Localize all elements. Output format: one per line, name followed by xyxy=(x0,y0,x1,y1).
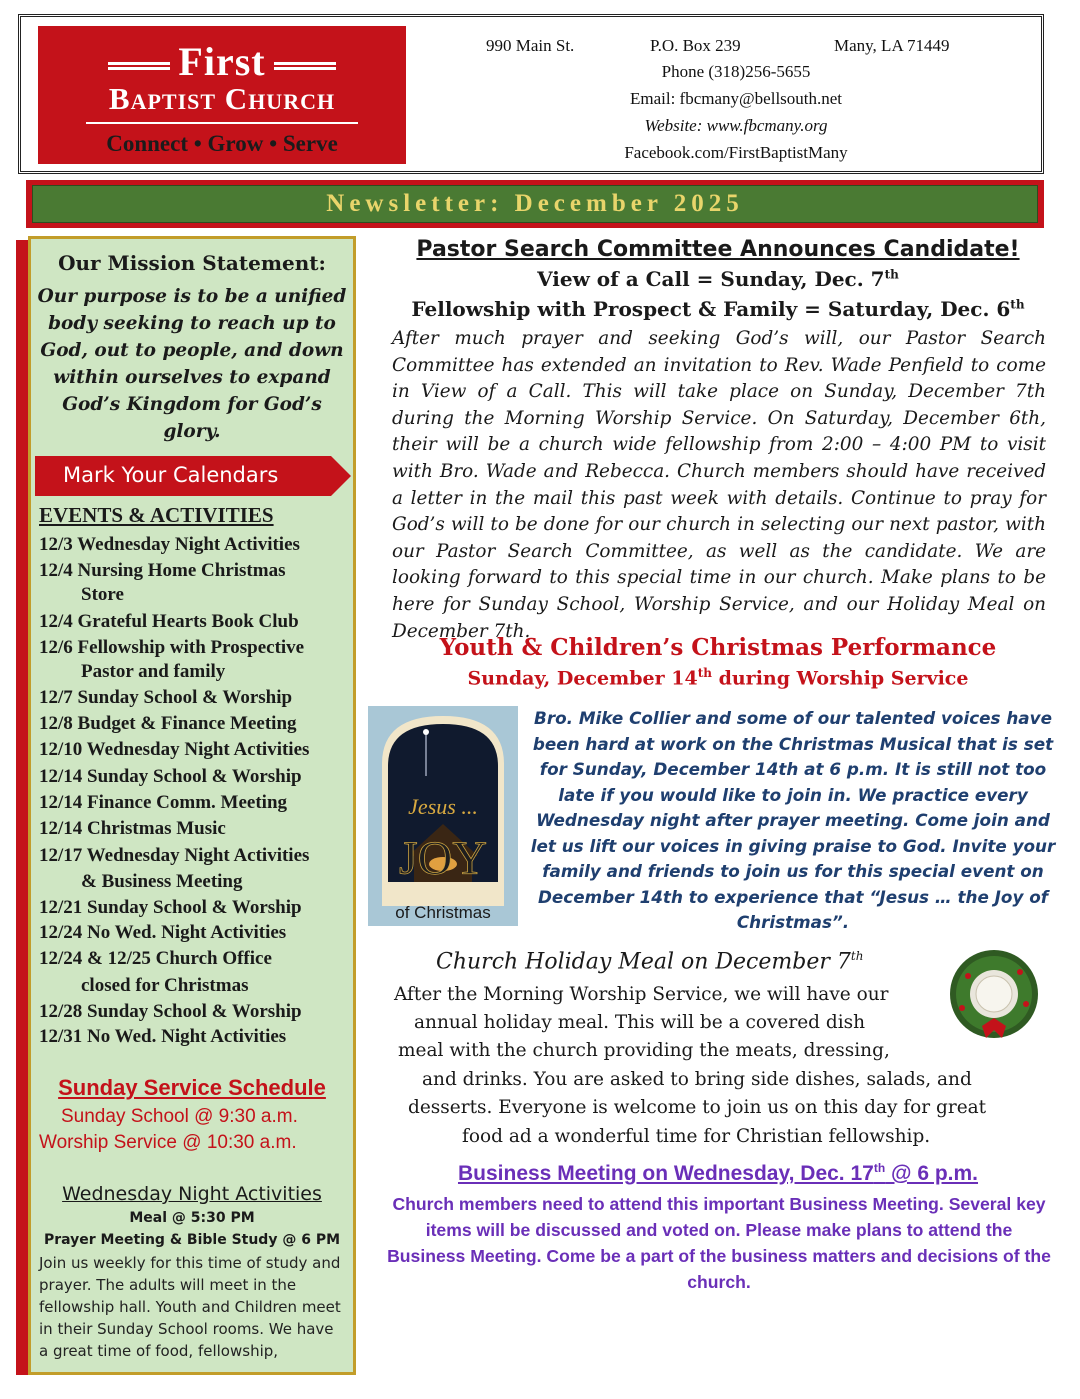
event-item: 12/14 Finance Comm. Meeting xyxy=(39,792,288,813)
event-item: 12/28 Sunday School & Worship xyxy=(39,1001,302,1022)
youth-subtitle xyxy=(370,666,1066,689)
event-item: 12/17 Wednesday Night Activities xyxy=(39,845,310,866)
meal-line: desserts. Everyone is welcome to join us on this day for great xyxy=(408,1097,987,1118)
address: 990 Main St. xyxy=(486,36,575,55)
image-text-jesus: Jesus ... xyxy=(408,794,478,819)
image-text-joy: JOY xyxy=(398,832,488,885)
event-item: 12/6 Fellowship with Prospective xyxy=(39,637,305,658)
business-body: Church members need to attend this important Business Meeting. Several key items will be discussed and voted on. Please make plans to attend the Business Meeting. Come be a part of the business matters and decisions of the church. xyxy=(387,1194,1051,1292)
schedule-sunday-school: Sunday School @ 9:30 a.m. xyxy=(61,1106,298,1127)
event-item: 12/14 Sunday School & Worship xyxy=(39,766,302,787)
meal-line: and drinks. You are asked to bring side dishes, salads, and xyxy=(422,1069,972,1090)
event-item: 12/24 No Wed. Night Activities xyxy=(39,922,287,943)
pastor-view-of-call-sup: th xyxy=(884,267,899,282)
meal-title-sup: th xyxy=(850,949,864,963)
phone: Phone (318)256-5655 xyxy=(661,62,811,81)
youth-body: Bro. Mike Collier and some of our talented voices have been hard at work on the Christmas Musical that is set for Sunday, December 14th at 6 p.m. It is still not too late if you would like to join in. We practice every Wednesday night after prayer meeting. Come join and let us lift our voices in giving praise to God. Invite your family and friends to join us for this special event on December 14th to experience that “Jesus … the Joy of Christmas”. xyxy=(530,708,1056,932)
meal-line: annual holiday meal. This will be a covered dish xyxy=(414,1012,866,1033)
event-item: 12/14 Christmas Music xyxy=(39,818,226,839)
mission-text: Our purpose is to be a unified body seeking to reach up to God, out to people, and down within ourselves to expand God’s Kingdom for God’s glory. xyxy=(37,286,347,442)
schedule-worship: Worship Service @ 10:30 a.m. xyxy=(39,1132,297,1153)
meal-title xyxy=(436,949,863,974)
event-item: 12/21 Sunday School & Worship xyxy=(39,897,302,918)
logo-tagline: Connect • Grow • Serve xyxy=(106,131,338,156)
event-item: 12/4 Nursing Home Christmas xyxy=(39,560,286,581)
pastor-fellowship-sup: th xyxy=(1010,297,1025,312)
event-item: 12/7 Sunday School & Worship xyxy=(39,687,293,708)
event-item: 12/3 Wednesday Night Activities xyxy=(39,534,300,555)
wreath-icon xyxy=(946,946,1042,1042)
calendar-banner xyxy=(35,456,331,496)
newsletter-title: Newsletter: December 2025 xyxy=(32,185,1038,223)
image-text-of-christmas: of Christmas xyxy=(395,903,491,922)
event-item-continued: closed for Christmas xyxy=(81,975,249,996)
event-item: 12/8 Budget & Finance Meeting xyxy=(39,713,297,734)
business-title-pre: Business Meeting on Wednesday, Dec. 17 xyxy=(457,1162,874,1185)
schedule-title: Sunday Service Schedule xyxy=(58,1075,326,1100)
sidebar-accent xyxy=(16,240,28,1375)
event-item: 12/10 Wednesday Night Activities xyxy=(39,739,310,760)
nativity-illustration xyxy=(368,706,518,926)
facebook[interactable]: Facebook.com/FirstBaptistMany xyxy=(624,143,848,162)
pastor-title: Pastor Search Committee Announces Candidate! xyxy=(416,237,1020,262)
po-box: P.O. Box 239 xyxy=(650,36,741,55)
business-title-sup: th xyxy=(873,1161,886,1175)
logo-first: First xyxy=(38,40,406,84)
meal-line: meal with the church providing the meats, dressing, xyxy=(398,1040,890,1061)
wednesday-body: Join us weekly for this time of study and prayer. The adults will meet in the fellowship hall. Youth and Children meet in their Sunday School rooms. We have a great time of food, fellowship, xyxy=(39,1254,341,1360)
meal-line: food ad a wonderful time for Christian fellowship. xyxy=(462,1126,931,1147)
youth-subtitle-post: during Worship Service xyxy=(711,667,969,690)
meal-line: After the Morning Worship Service, we will have our xyxy=(394,984,889,1005)
mission-title: Our Mission Statement: xyxy=(58,251,326,275)
newsletter-banner xyxy=(26,180,1044,228)
event-item: 12/4 Grateful Hearts Book Club xyxy=(39,611,299,632)
sidebar xyxy=(28,236,356,1375)
pastor-fellowship-text: Fellowship with Prospect & Family = Saturday, Dec. 6 xyxy=(411,297,1011,321)
church-logo xyxy=(38,26,406,164)
business-title-post: @ 6 p.m. xyxy=(885,1162,979,1185)
youth-title: Youth & Children’s Christmas Performance xyxy=(439,634,997,661)
youth-subtitle-sup: th xyxy=(697,666,712,680)
pastor-fellowship xyxy=(370,297,1066,321)
events-heading: EVENTS & ACTIVITIES xyxy=(39,503,274,527)
meal-title-text: Church Holiday Meal on December 7 xyxy=(436,949,851,975)
event-item: 12/24 & 12/25 Church Office xyxy=(39,948,272,969)
youth-subtitle-pre: Sunday, December 14 xyxy=(467,667,698,690)
logo-baptist-church: Baptist Church xyxy=(108,81,336,116)
joy-of-christmas-image xyxy=(368,706,518,926)
event-item-continued: Pastor and family xyxy=(81,661,226,682)
pastor-body: After much prayer and seeking God’s will, our Pastor Search Committee has extended an invitation to Rev. Wade Penfield to come in View of a Call. This will take place on Sunday, December 7th during the Morning Worship Service. On Saturday, December 6th, their will be a church wide fellowship from 2:00 – 4:00 PM to visit with Bro. Wade and Rebecca. Church members should have received a letter in the mail this past week with details. Continue to pray for God’s will to be done for our church in selecting our next pastor, with our Pastor Search Committee, as well as the candidate. We are looking forward to this special time in our church. Make plans to be here for Sunday School, Worship Service, and our Holiday Meal on December 7th. xyxy=(392,328,1046,642)
wednesday-meal: Meal @ 5:30 PM xyxy=(129,1210,255,1226)
pastor-view-of-call xyxy=(370,267,1066,291)
event-item-continued: & Business Meeting xyxy=(81,871,243,892)
event-item: 12/31 No Wed. Night Activities xyxy=(39,1026,287,1047)
logo-rule xyxy=(86,122,358,124)
wednesday-title: Wednesday Night Activities xyxy=(62,1183,322,1205)
email[interactable]: Email: fbcmany@bellsouth.net xyxy=(629,89,843,108)
pastor-view-of-call-text: View of a Call = Sunday, Dec. 7 xyxy=(537,267,885,291)
business-title xyxy=(370,1161,1066,1186)
wednesday-prayer: Prayer Meeting & Bible Study @ 6 PM xyxy=(43,1232,341,1248)
website[interactable]: Website: www.fbcmany.org xyxy=(644,116,828,135)
event-item-continued: Store xyxy=(81,584,124,605)
city: Many, LA 71449 xyxy=(834,36,950,55)
calendar-label: Mark Your Calendars xyxy=(63,463,279,487)
